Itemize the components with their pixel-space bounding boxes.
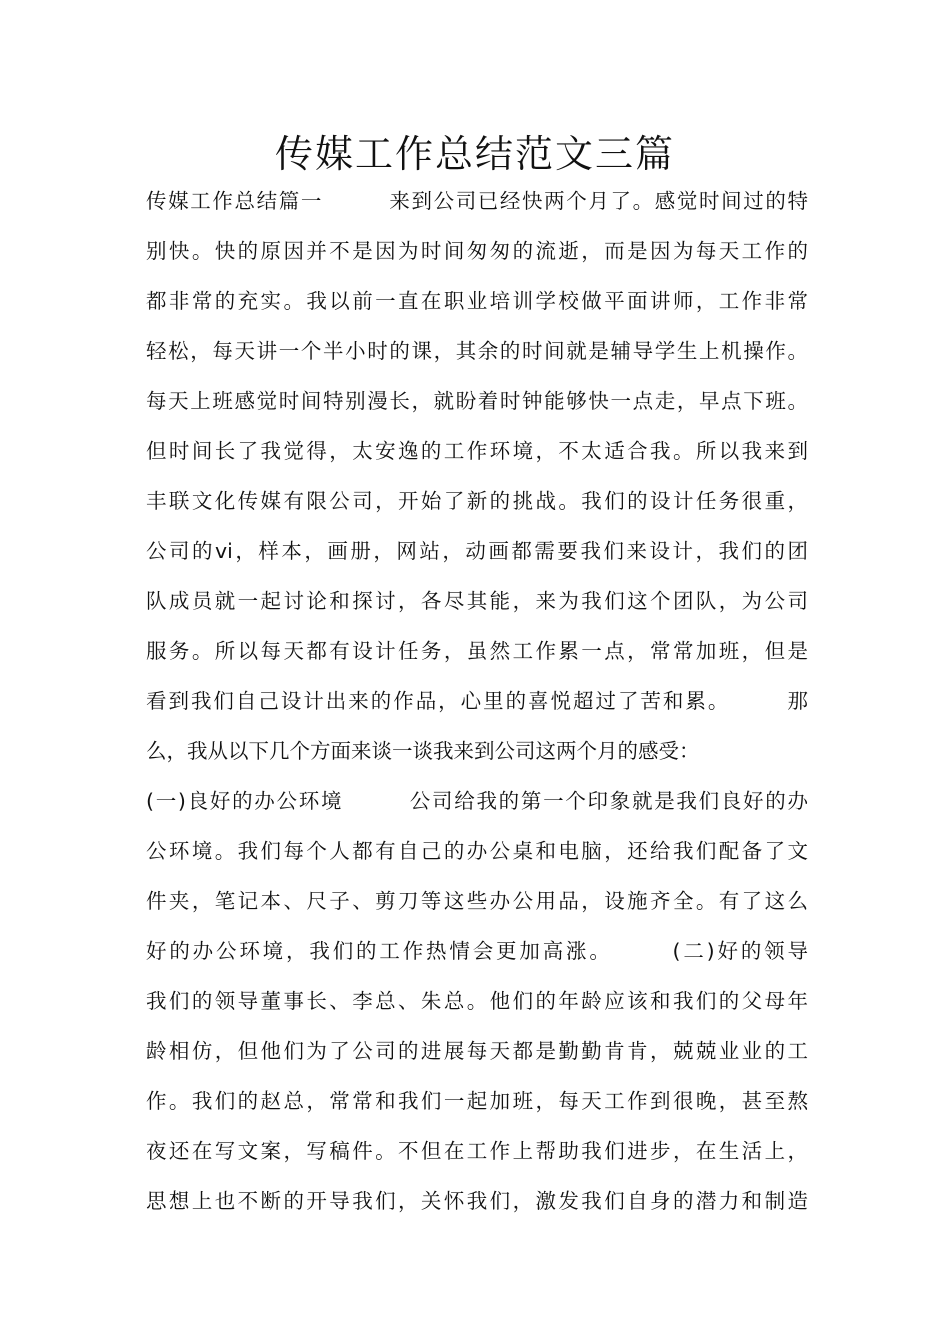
body-line: 件夹，笔记本、尺子、剪刀等这些办公用品，设施齐全。有了这么 — [146, 889, 808, 913]
body-line: 作。我们的赵总，常常和我们一起加班，每天工作到很晚，甚至熬 — [146, 1089, 808, 1113]
body-line: 别快。快的原因并不是因为时间匆匆的流逝，而是因为每天工作的 — [146, 239, 808, 263]
body-line: 轻松，每天讲一个半小时的课，其余的时间就是辅导学生上机操作。 — [146, 339, 808, 363]
body-line: 丰联文化传媒有限公司，开始了新的挑战。我们的设计任务很重， — [146, 489, 808, 513]
body-line: 传媒工作总结篇一 来到公司已经快两个月了。感觉时间过的特 — [146, 189, 808, 213]
body-line: 服务。所以每天都有设计任务，虽然工作累一点，常常加班，但是 — [146, 639, 808, 663]
body-line: 好的办公环境，我们的工作热情会更加高涨。 (二)好的领导 — [146, 939, 808, 963]
body-line: 公环境。我们每个人都有自己的办公桌和电脑，还给我们配备了文 — [146, 839, 808, 863]
body-line: 但时间长了我觉得，太安逸的工作环境，不太适合我。所以我来到 — [146, 439, 808, 463]
body-line: (一)良好的办公环境 公司给我的第一个印象就是我们良好的办 — [146, 789, 808, 813]
body-line: 看到我们自己设计出来的作品，心里的喜悦超过了苦和累。 那 — [146, 689, 808, 713]
body-line: 夜还在写文案，写稿件。不但在工作上帮助我们进步，在生活上， — [146, 1139, 808, 1163]
document-title: 传媒工作总结范文三篇 — [274, 132, 675, 176]
body-line: 队成员就一起讨论和探讨，各尽其能，来为我们这个团队，为公司 — [146, 589, 808, 613]
body-line: 都非常的充实。我以前一直在职业培训学校做平面讲师，工作非常 — [146, 289, 808, 313]
document-body — [146, 176, 808, 1226]
body-line: 么，我从以下几个方面来谈一谈我来到公司这两个月的感受： — [146, 739, 700, 763]
body-line: 我们的领导董事长、李总、朱总。他们的年龄应该和我们的父母年 — [146, 989, 808, 1013]
body-line: 每天上班感觉时间特别漫长，就盼着时钟能够快一点走，早点下班。 — [146, 389, 808, 413]
body-line: 龄相仿，但他们为了公司的进展每天都是勤勤肯肯，兢兢业业的工 — [146, 1039, 808, 1063]
body-line: 思想上也不断的开导我们，关怀我们，激发我们自身的潜力和制造 — [146, 1189, 808, 1213]
body-line: 公司的vi，样本，画册，网站，动画都需要我们来设计，我们的团 — [146, 539, 808, 563]
